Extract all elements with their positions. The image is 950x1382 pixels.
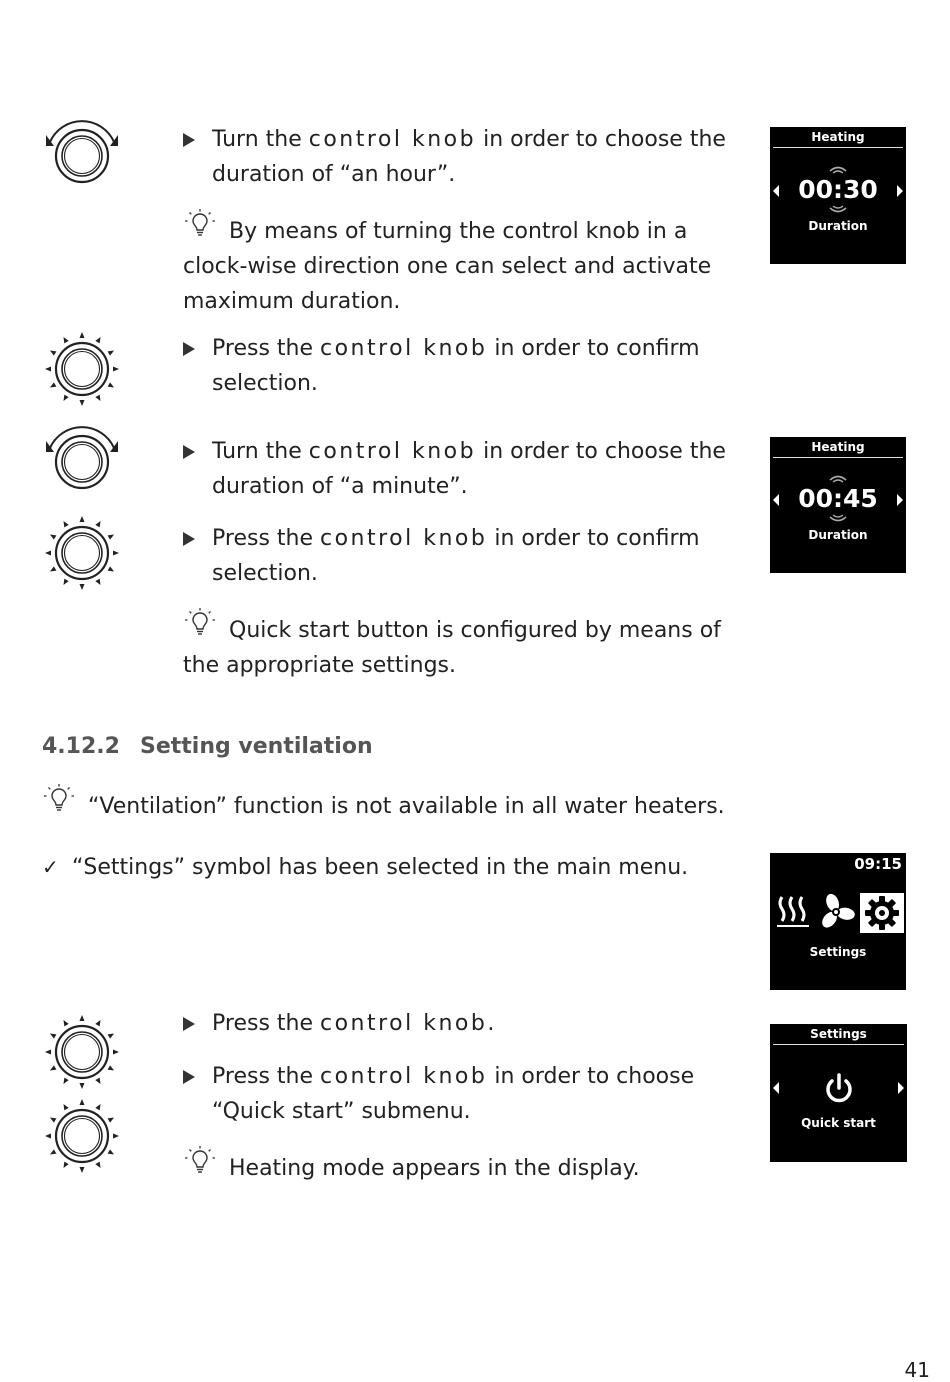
display-divider xyxy=(773,147,903,148)
control-knob-term: control knob xyxy=(320,336,488,361)
fan-icon xyxy=(816,893,856,931)
step-text: in order to choose the duration of “a minute”. xyxy=(212,439,726,499)
step-text: in order to choose “Quick start” submenu. xyxy=(212,1064,695,1124)
control-knob-term: control knob xyxy=(320,526,488,551)
step-text: in order to confirm selection. xyxy=(212,336,700,396)
display-main-menu xyxy=(770,853,906,990)
step-text: Press the xyxy=(212,336,320,361)
tip-text: “Ventilation” function is not available in all water heaters. xyxy=(88,794,725,819)
display-divider xyxy=(773,457,903,458)
instruction-step xyxy=(183,434,743,504)
display-label: Duration xyxy=(808,219,868,233)
display-header: Heating xyxy=(811,130,865,144)
tip-note xyxy=(183,208,753,319)
instruction-step xyxy=(183,521,743,591)
knob-turn-icon xyxy=(42,422,122,502)
page-number: 41 xyxy=(904,1358,930,1382)
knob-press-icon xyxy=(42,513,122,593)
knob-press-icon xyxy=(42,1096,122,1176)
step-text: Press the xyxy=(212,1064,320,1089)
instruction-step xyxy=(183,1006,743,1041)
control-knob-term: control knob xyxy=(308,439,477,464)
display-value: 00:30 xyxy=(798,175,878,204)
display-heating-duration xyxy=(770,437,906,573)
tip-text: Quick start button is configured by means of the appropriate settings. xyxy=(183,618,721,678)
instruction-step xyxy=(183,1059,743,1129)
step-text: Turn the xyxy=(212,127,309,152)
display-header: Heating xyxy=(811,440,865,454)
knob-press-icon xyxy=(42,329,122,409)
instruction-step xyxy=(183,122,743,192)
scroll-down-indicator-icon xyxy=(823,205,853,215)
section-title: Setting ventilation xyxy=(140,734,373,759)
arrow-left-icon xyxy=(773,494,779,506)
control-knob-term: control knob xyxy=(320,1011,488,1036)
instruction-step xyxy=(183,331,743,401)
section-number: 4.12.2 xyxy=(42,734,120,759)
bullet-triangle-icon xyxy=(183,342,195,356)
step-text: in order to confirm selection. xyxy=(212,526,700,586)
display-value: 00:45 xyxy=(798,484,878,513)
display-settings-quick-start xyxy=(770,1024,907,1162)
knob-turn-icon xyxy=(42,116,122,196)
scroll-up-indicator-icon xyxy=(823,164,853,174)
arrow-right-icon xyxy=(898,1082,904,1094)
bullet-triangle-icon xyxy=(183,532,195,546)
knob-press-icon xyxy=(42,1012,122,1092)
display-clock: 09:15 xyxy=(854,855,902,873)
display-label: Duration xyxy=(808,528,868,542)
tip-note xyxy=(183,607,723,683)
gear-icon xyxy=(860,893,904,933)
prerequisite-text: “Settings” symbol has been selected in the main menu. xyxy=(72,855,689,880)
checkmark-icon: ✓ xyxy=(42,855,59,879)
prerequisite-note xyxy=(42,850,742,885)
step-text: Press the xyxy=(212,526,320,551)
step-text: in order to choose the duration of “an hour”. xyxy=(212,127,726,187)
display-divider xyxy=(773,1044,904,1045)
arrow-left-icon xyxy=(773,1082,779,1094)
gear-icon-highlight xyxy=(860,893,904,933)
lightbulb-icon xyxy=(42,783,76,817)
display-header: Settings xyxy=(810,1027,867,1041)
power-icon xyxy=(822,1072,856,1106)
step-text: Press the xyxy=(212,1011,320,1036)
control-knob-term: control knob xyxy=(320,1064,488,1089)
display-heating-duration xyxy=(770,127,906,264)
tip-text: Heating mode appears in the display. xyxy=(229,1156,640,1181)
arrow-right-icon xyxy=(897,185,903,197)
scroll-down-indicator-icon xyxy=(823,514,853,524)
lightbulb-icon xyxy=(183,607,217,641)
step-text: Turn the xyxy=(212,439,309,464)
bullet-triangle-icon xyxy=(183,1070,195,1084)
arrow-left-icon xyxy=(773,185,779,197)
tip-text: By means of turning the control knob in a clock-wise direction one can select and activate maximum duration. xyxy=(183,219,712,314)
bullet-triangle-icon xyxy=(183,1017,195,1031)
lightbulb-icon xyxy=(183,1145,217,1179)
tip-note xyxy=(183,1145,753,1186)
step-text: . xyxy=(487,1011,495,1036)
display-label: Quick start xyxy=(801,1116,876,1130)
bullet-triangle-icon xyxy=(183,445,195,459)
control-knob-term: control knob xyxy=(308,127,477,152)
bullet-triangle-icon xyxy=(183,133,195,147)
scroll-up-indicator-icon xyxy=(823,473,853,483)
lightbulb-icon xyxy=(183,208,217,242)
display-label: Settings xyxy=(809,945,867,959)
heating-icon xyxy=(775,893,811,931)
arrow-right-icon xyxy=(897,494,903,506)
section-heading xyxy=(42,730,373,764)
tip-note xyxy=(42,783,742,824)
